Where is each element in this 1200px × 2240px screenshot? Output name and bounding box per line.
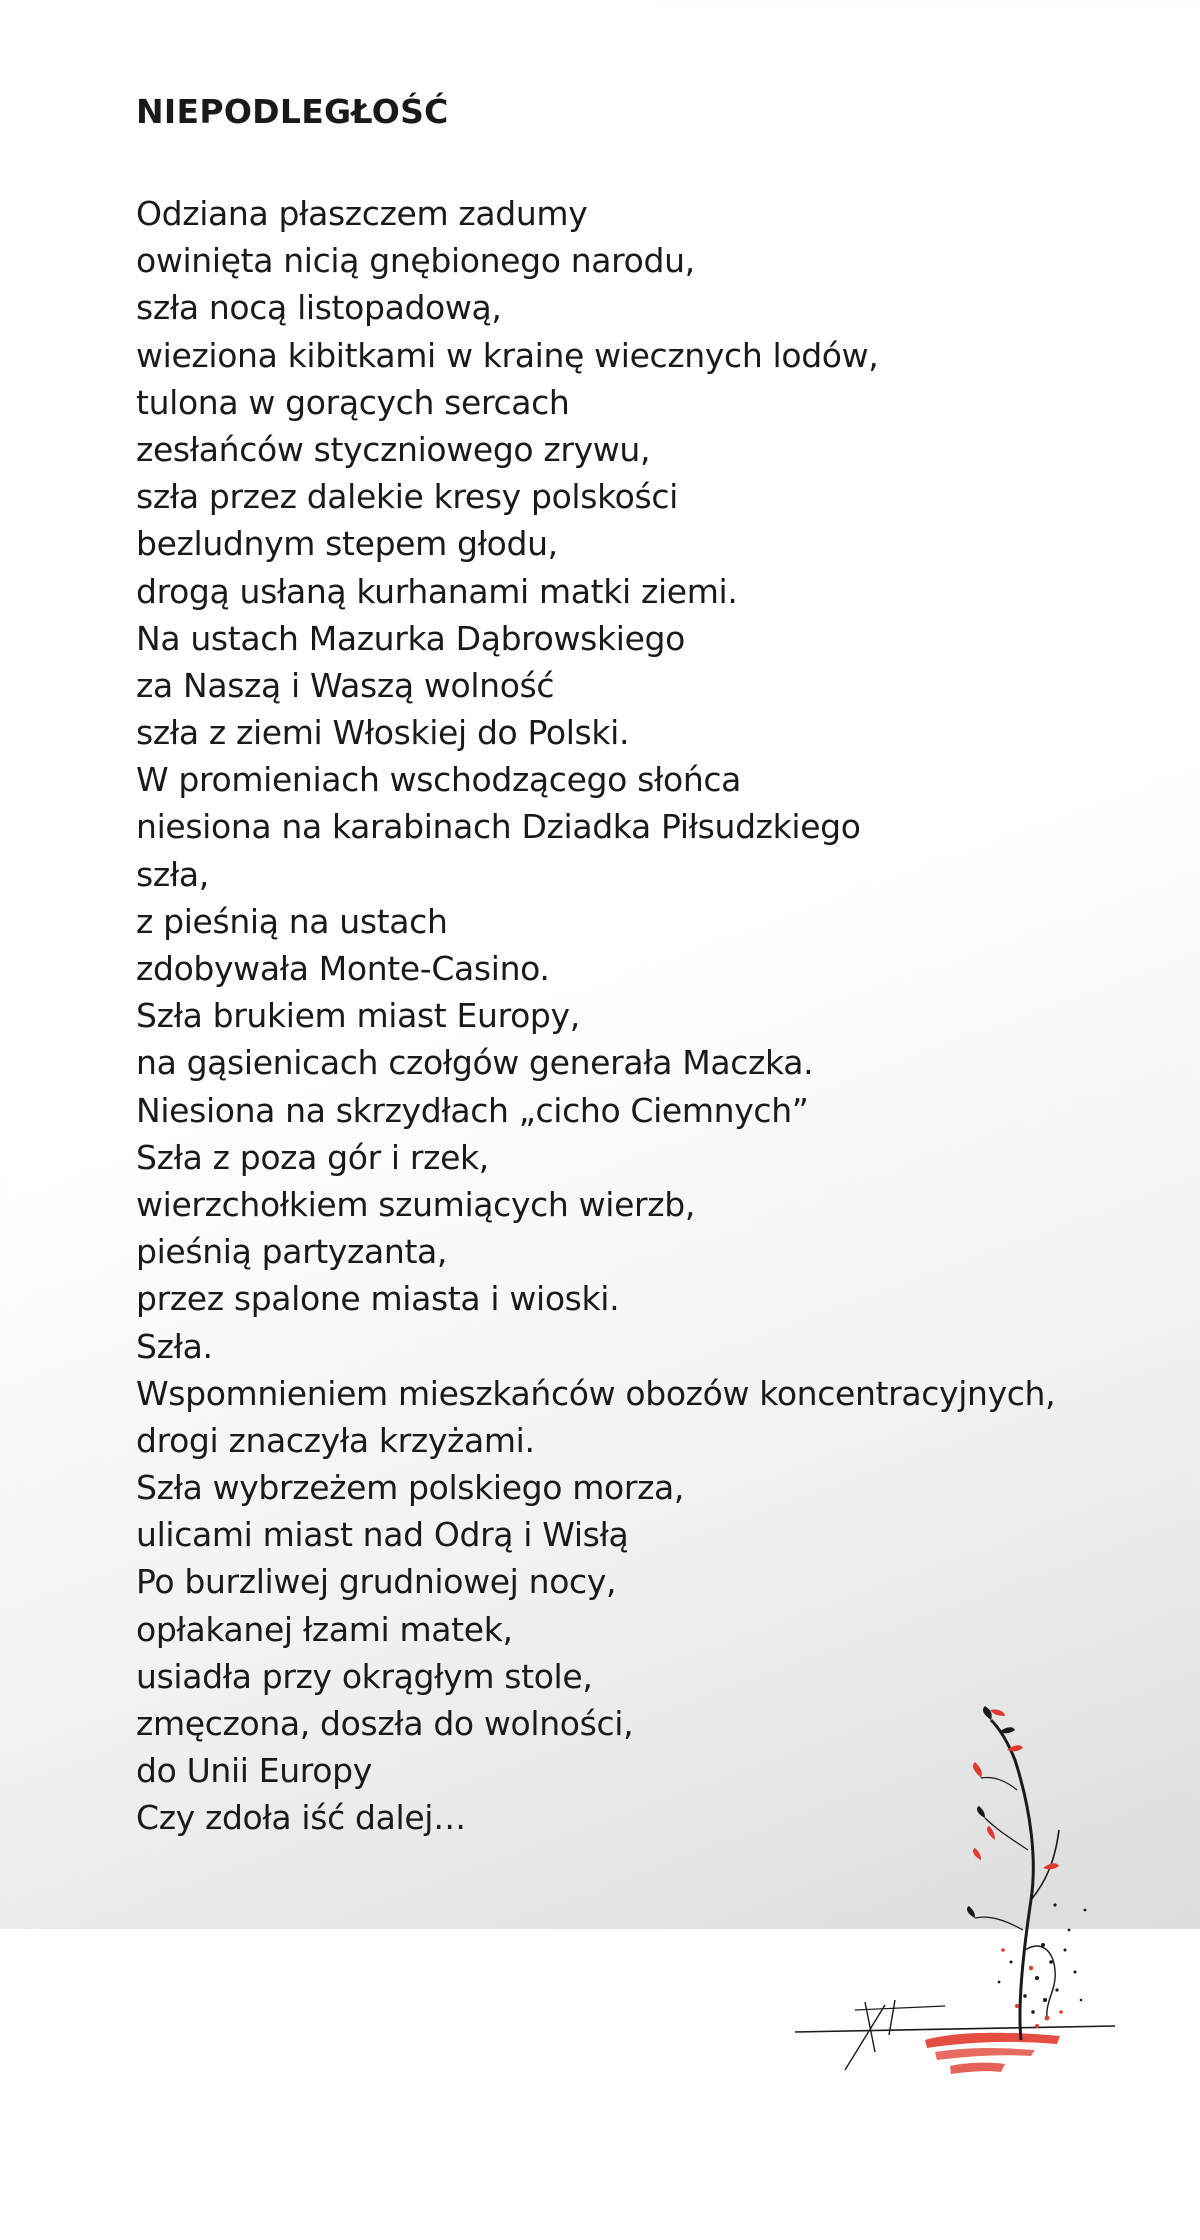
poem-line: szła nocą listopadową, — [136, 288, 502, 328]
poem-title: NIEPODLEGŁOŚĆ — [136, 92, 449, 131]
poem-line: szła z ziemi Włoskiej do Polski. — [136, 713, 630, 753]
poem-line: Wspomnieniem mieszkańców obozów koncentracyjnych, — [136, 1373, 1056, 1413]
poem-line: Szła wybrzeżem polskiego morza, — [136, 1468, 685, 1508]
poem-line: pieśnią partyzanta, — [136, 1232, 448, 1272]
poem-line: opłakanej łzami matek, — [136, 1609, 513, 1649]
poem-line: szła, — [136, 854, 209, 894]
poem-line: Szła. — [136, 1326, 213, 1366]
poem-line: wierzchołkiem szumiących wierzb, — [136, 1184, 695, 1224]
poem-line: za Naszą i Waszą wolność — [136, 665, 555, 705]
poem-line: Po burzliwej grudniowej nocy, — [136, 1562, 617, 1602]
poem-line: zdobywała Monte-Casino. — [136, 949, 550, 988]
poem-line: szła przez dalekie kresy polskości — [136, 477, 678, 517]
poem-line: zmęczona, doszła do wolności, — [136, 1704, 634, 1743]
poem-line: ulicami miast nad Odrą i Wisłą — [136, 1515, 629, 1555]
poem-line: Na ustach Mazurka Dąbrowskiego — [136, 618, 685, 658]
poem-line: niesiona na karabinach Dziadka Piłsudzkiego — [136, 807, 861, 847]
poem-line: zesłańców styczniowego zrywu, — [136, 429, 651, 469]
poem-line: Niesiona na skrzydłach „cicho Ciemnych” — [136, 1090, 809, 1130]
poem-line: Czy zdoła iść dalej… — [136, 1798, 466, 1838]
poem-line: drogą usłaną kurhanami matki ziemi. — [136, 571, 738, 611]
tree-sketch-icon — [785, 1540, 1125, 2240]
poem-line: Szła z poza gór i rzek, — [136, 1137, 489, 1177]
poem-line: na gąsienicach czołgów generała Maczka. — [136, 1043, 814, 1083]
poem-line: z pieśnią na ustach — [136, 901, 448, 941]
poem-line: wieziona kibitkami w krainę wiecznych lodów, — [136, 335, 879, 375]
poem-line: W promieniach wschodzącego słońca — [136, 760, 742, 800]
poem-line: do Unii Europy — [136, 1751, 372, 1791]
poem-line: drogi znaczyła krzyżami. — [136, 1420, 535, 1460]
poem-line: usiadła przy okrągłym stole, — [136, 1656, 593, 1696]
poem-line: Szła brukiem miast Europy, — [136, 996, 580, 1036]
poem-line: Odziana płaszczem zadumy — [136, 194, 588, 233]
poem-line: bezludnym stepem głodu, — [136, 524, 558, 564]
poem-line: owinięta nicią gnębionego narodu, — [136, 241, 695, 281]
poem-line: przez spalone miasta i wioski. — [136, 1279, 620, 1319]
poem-line: tulona w gorących sercach — [136, 382, 570, 422]
